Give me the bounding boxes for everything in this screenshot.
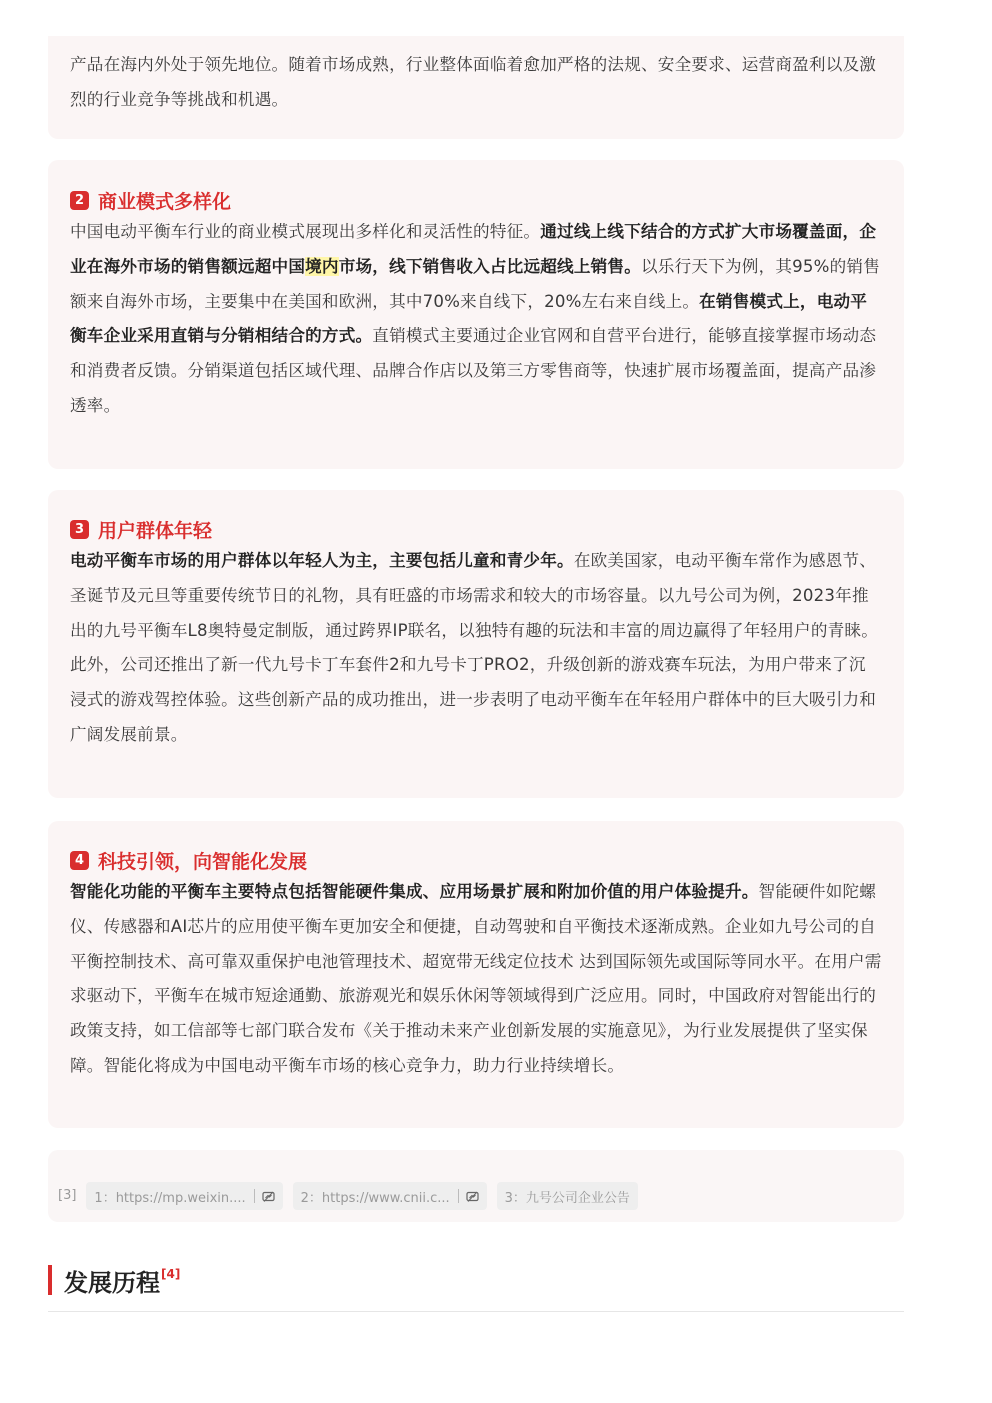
section-body	[70, 875, 882, 1084]
section-card-business-model	[48, 160, 904, 469]
bold-run: 智能化功能的平衡车主要特点包括智能硬件集成、应用场景扩展和附加价值的用户体验提升。	[70, 882, 759, 901]
reference-link-2[interactable]	[293, 1182, 487, 1210]
section-number-badge: 4	[70, 851, 89, 870]
section-title-text: 商业模式多样化	[98, 190, 232, 213]
section-card-intelligence	[48, 821, 904, 1128]
text-run: 中国电动平衡车行业的商业模式展现出多样化和灵活性的特征。	[70, 222, 541, 241]
intro-paragraph: 产品在海内外处于领先地位。随着市场成熟，行业整体面临着愈加严格的法规、安全要求、运营商盈利以及激烈的行业竞争等挑战和机遇。	[70, 55, 877, 109]
section-number-badge: 2	[70, 191, 89, 210]
bold-run: 市场，线下销售收入占比远超线上销售。	[338, 256, 642, 276]
section-title-text: 科技引领，向智能化发展	[98, 850, 308, 873]
text-run: 直销模式主要通过企业官网和自营平台进行，能够直接掌握市场动态和消费者反馈。分销渠道包括区域代理、品牌合作店以及第三方零售商等，快速扩展市场覆盖面，提高产品渗透率。	[70, 326, 877, 415]
section-card-young-users	[48, 490, 904, 798]
heading-accent-bar	[48, 1265, 52, 1295]
section-number-badge: 3	[70, 520, 89, 539]
copy-link-icon[interactable]	[466, 1190, 479, 1203]
reference-link-1[interactable]	[86, 1182, 282, 1210]
reference-label: 3：九号公司企业公告	[504, 1190, 630, 1206]
text-run: 在欧美国家，电动平衡车常作为感恩节、圣诞节及元旦等重要传统节日的礼物，具有旺盛的市场需求和较大的市场容量。以九号公司为例，2023年推出的九号平衡车L8奥特曼定制版，通过跨界IP联名，以独特有趣的玩法和丰富的周边赢得了年轻用户的青睐。此外，公司还推出了新一代九号卡丁车套件2和九号卡丁PRO2，升级创新的游戏赛车玩法，为用户带来了沉浸式的游戏驾控体验。这些创新产品的成功推出，进一步表明了电动平衡车在年轻用户群体中的巨大吸引力和广阔发展前景。	[70, 551, 879, 744]
section-title-text: 用户群体年轻	[98, 519, 213, 542]
reference-link-3[interactable]	[497, 1182, 638, 1210]
heading-citation[interactable]: [4]	[161, 1267, 181, 1281]
heading-divider	[48, 1311, 904, 1312]
divider	[254, 1189, 255, 1203]
section-title	[70, 185, 882, 215]
section-title	[70, 845, 882, 875]
bold-run: 通过线上线下结合的方式扩大市场覆盖面，企业在海外市场的销售额远超中国	[70, 222, 877, 276]
references-bar	[48, 1150, 904, 1222]
section-title	[70, 514, 882, 544]
highlighted-run: 境内	[305, 256, 339, 276]
copy-link-icon[interactable]	[262, 1190, 275, 1203]
reference-label: 2：https://www.cnii.c...	[300, 1190, 450, 1206]
text-run: 智能硬件如陀螺仪、传感器和AI芯片的应用使平衡车更加安全和便捷，自动驾驶和自平衡技术逐渐成熟。企业如九号公司的自平衡控制技术、高可靠双重保护电池管理技术、超宽带无线定位技术 达到国际领先或国际等同水平。在用户需求驱动下，平衡车在城市短途通勤、旅游观光和娱乐休闲等领域得到广泛应用。同时，中国政府对智能出行的政策支持，如工信部等七部门联合发布《关于推动未来产业创新发展的实施意见》，为行业发展提供了坚实保障。智能化将成为中国电动平衡车市场的核心竞争力，助力行业持续增长。	[70, 882, 882, 1075]
section-body	[70, 544, 882, 753]
bold-run: 在销售模式上，电动平衡车企业采用直销与分销相结合的方式。	[70, 291, 868, 346]
section-body	[70, 215, 882, 424]
heading-title: 发展历程	[64, 1268, 160, 1297]
intro-continuation-card	[48, 36, 904, 139]
reference-label: 1：https://mp.weixin....	[94, 1190, 246, 1206]
bold-run: 电动平衡车市场的用户群体以年轻人为主，主要包括儿童和青少年。	[70, 551, 574, 570]
development-history-heading	[48, 1264, 180, 1296]
text-run: 以乐行天下为例，其95%的销售额来自海外市场，主要集中在美国和欧洲，其中70%来自线下，20%左右来自线上。	[70, 256, 881, 311]
divider	[458, 1189, 459, 1203]
reference-index: [3]	[58, 1188, 77, 1203]
